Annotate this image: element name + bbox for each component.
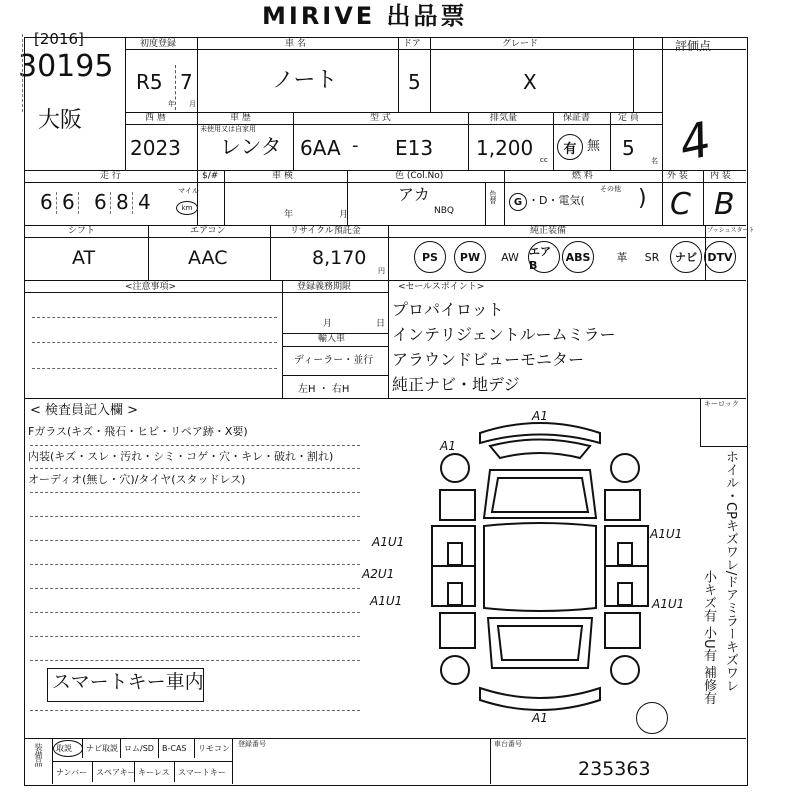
dash-line <box>30 540 360 541</box>
car-name: ノート <box>272 68 338 93</box>
warranty-no: 無 <box>587 139 601 154</box>
rule <box>430 37 431 112</box>
rule <box>388 225 389 398</box>
rule <box>270 225 271 280</box>
side-text-1: ホイル・CPキズワレ/ドアミラーキズワレ <box>722 450 738 693</box>
side-text-2: 小キズ有 小U有 補修有 <box>700 570 716 705</box>
cc-unit: cc <box>540 156 548 164</box>
trunk-circle <box>636 702 668 734</box>
keylock-label: キーロック <box>704 400 739 408</box>
rule <box>504 170 505 225</box>
rule <box>24 398 746 399</box>
accessory-item: ナビ取説 <box>86 744 118 753</box>
reg-era: R5 <box>136 70 163 94</box>
rule <box>703 170 704 225</box>
equipment-label: PW <box>459 250 481 264</box>
label-warranty: 保証書 <box>563 113 591 123</box>
rule <box>232 738 233 784</box>
digit-divider <box>110 192 111 214</box>
mileage-digit: 4 <box>138 190 151 214</box>
label-recycle: リサイクル預託金 <box>290 226 361 236</box>
label-caution: <注意事項> <box>125 282 177 292</box>
fuel-g-circle <box>509 193 527 211</box>
dash-line <box>32 368 277 369</box>
label-interior: 内 装 <box>710 171 731 181</box>
dash-line <box>30 468 360 469</box>
label-sales: <セールスポイント> <box>398 282 485 292</box>
label-reg-no: 登録番号 <box>238 740 266 748</box>
accessory-item: スマートキー <box>178 768 226 777</box>
rule <box>24 225 746 226</box>
equipment-0 <box>414 241 446 273</box>
seats-unit: 名 <box>651 157 658 165</box>
mileage-digit: 6 <box>62 190 75 214</box>
cell-divider <box>174 762 175 782</box>
chassis-number: 235363 <box>578 758 651 780</box>
rule <box>610 112 611 170</box>
dash-line <box>30 492 360 493</box>
sales-points <box>392 297 732 397</box>
fuel-close: ) <box>638 186 647 211</box>
rule <box>490 738 491 784</box>
year-value: 2023 <box>130 136 181 160</box>
digit-divider <box>56 192 57 214</box>
rule <box>282 346 388 347</box>
accessory-item: 取説 <box>56 744 72 753</box>
rule <box>553 112 554 170</box>
label-mileage: 走 行 <box>100 171 121 181</box>
rule <box>224 170 225 225</box>
rule <box>282 375 388 376</box>
fuel-g: G <box>513 196 523 208</box>
mark-left-door-rear: A1U1 <box>370 594 403 608</box>
label-exterior: 外 装 <box>667 171 688 181</box>
digit-divider <box>78 192 79 214</box>
insp-month: 月 <box>339 210 349 220</box>
equipment-7 <box>670 241 702 273</box>
shift-value: AT <box>72 247 96 269</box>
label-fuel: 燃 料 <box>572 171 593 181</box>
dash-line <box>30 445 360 446</box>
equipment-3 <box>528 241 560 273</box>
rule <box>175 65 176 110</box>
mark-right-fender: A1U1 <box>650 527 683 541</box>
deadline-month: 月 <box>323 319 333 329</box>
rule <box>293 112 294 170</box>
cell-divider <box>134 762 135 782</box>
equipment-label: DTV <box>707 250 733 264</box>
inspector-title: < 検査員記入欄 > <box>30 403 139 418</box>
insp-year: 年 <box>284 210 294 220</box>
label-chassis: 車台番号 <box>494 740 522 748</box>
color-code: NBQ <box>434 206 454 216</box>
equipment-label: エアB <box>529 244 551 272</box>
rule <box>125 49 746 50</box>
accessory-item: リモコン <box>198 744 230 753</box>
label-cc: 排気量 <box>490 113 518 123</box>
equipment-label: PS <box>422 250 438 264</box>
warranty-yes: 有 <box>563 141 577 157</box>
label-color-change: 色替 <box>489 190 497 204</box>
rule <box>24 237 746 238</box>
usage-value: レンタ <box>220 135 282 159</box>
equipment-label: SR <box>644 250 660 264</box>
accessory-item: キーレス <box>138 768 170 777</box>
label-equip: 純正装備 <box>530 226 567 236</box>
deadline-day: 日 <box>376 319 386 329</box>
label-shift: シフト <box>68 226 96 236</box>
equipment-4 <box>562 241 594 273</box>
interior-value: B <box>714 187 735 222</box>
rule <box>125 37 126 170</box>
label-grade: グレード <box>502 39 539 49</box>
equipment-label: 革 <box>616 251 628 264</box>
dash-line <box>32 342 277 343</box>
reg-month: 7 <box>180 70 193 94</box>
mark-front: A1 <box>532 409 548 423</box>
equipment-label: ABS <box>565 250 591 264</box>
grade-value: X <box>523 70 537 94</box>
dash-line <box>30 516 360 517</box>
label-import: 輸入車 <box>318 334 346 344</box>
label-sj: $/# <box>202 171 219 181</box>
rule <box>197 170 198 225</box>
cell-divider <box>194 738 195 758</box>
rule <box>282 280 283 398</box>
rule <box>24 738 746 739</box>
sales-point: インテリジェントルームミラー <box>392 325 616 344</box>
rule <box>24 280 746 281</box>
label-car-name: 車 名 <box>285 39 306 49</box>
sales-point: プロパイロット <box>392 300 504 319</box>
rule <box>468 112 469 170</box>
label-push-start: プッシュスタート <box>707 227 755 234</box>
fuel-rest: ・D・電気( <box>528 194 585 207</box>
label-model: 型 式 <box>370 113 391 123</box>
dash-line <box>30 612 360 613</box>
equipment-1 <box>454 241 486 273</box>
doors-value: 5 <box>408 70 421 94</box>
sheet-title: MIRIVE 出品票 <box>262 2 468 30</box>
model-sep: - <box>352 135 359 156</box>
label-color: 色 (Col.No) <box>395 171 444 181</box>
mark-left-door-front: A2U1 <box>362 567 395 581</box>
dealer-option: ディーラー・並行 <box>294 355 374 366</box>
model-prefix: 6AA <box>300 136 341 160</box>
mileage-digit: 6 <box>94 190 107 214</box>
mileage-digits <box>40 186 174 222</box>
mileage-digit: 6 <box>40 190 53 214</box>
label-ac: エアコン <box>190 226 226 236</box>
accessory-item: B-CAS <box>162 744 187 753</box>
dash-line <box>32 317 277 318</box>
accessory-item: ナンバー <box>56 768 88 777</box>
equipment-label: AW <box>501 250 519 264</box>
label-inspection: 車 検 <box>272 171 293 181</box>
label-deadline: 登録義務期限 <box>297 282 352 292</box>
mileage-digit: 8 <box>116 190 129 214</box>
rule <box>24 292 388 293</box>
smart-key-note: スマートキー車内 <box>52 671 204 693</box>
cell-divider <box>120 738 121 758</box>
label-usage: 車 歴 <box>230 113 251 123</box>
dash-line <box>30 636 360 637</box>
label-doors: ドア <box>403 39 421 49</box>
equipment-2 <box>494 241 526 273</box>
rule <box>633 37 634 112</box>
equipment-5 <box>606 241 638 273</box>
model-year: [2016] <box>34 30 84 48</box>
mileage-unit-top: マイル <box>178 187 199 195</box>
cell-divider <box>92 762 93 782</box>
equipment-label: ナビ <box>675 251 697 264</box>
accessory-item: スペアキー <box>96 768 136 777</box>
accessory-items-bottom <box>52 766 232 782</box>
rule <box>398 37 399 112</box>
equipment-list <box>414 241 744 275</box>
cell-divider <box>158 738 159 758</box>
cc-value: 1,200 <box>476 136 534 160</box>
exterior-value: C <box>670 187 691 222</box>
margin-dash-line <box>22 34 23 112</box>
rule <box>24 182 746 183</box>
accessory-items-top <box>52 742 232 758</box>
rule <box>662 37 663 170</box>
inspector-line-3: オーディオ(無し・穴)/タイヤ(スタッドレス) <box>28 473 246 486</box>
dash-line <box>30 564 360 565</box>
fuel-other: その他 <box>600 185 621 193</box>
color-value: アカ <box>398 185 430 204</box>
mark-right-door: A1U1 <box>652 597 685 611</box>
mileage-unit: km <box>181 204 193 212</box>
lot-number: 30195 <box>18 49 114 84</box>
venue: 大阪 <box>38 108 83 133</box>
mark-front-left: A1 <box>440 439 456 453</box>
label-seats: 定 員 <box>618 113 639 123</box>
label-first-reg: 初度登録 <box>140 39 177 49</box>
rule <box>485 182 486 225</box>
recycle-unit: 円 <box>378 267 385 275</box>
rule <box>197 37 198 170</box>
sales-point: 純正ナビ・地デジ <box>392 375 520 394</box>
steering-option: 左H ・ 右H <box>298 384 350 395</box>
equipment-8 <box>704 241 736 273</box>
digit-divider <box>132 192 133 214</box>
label-year: 西 暦 <box>145 113 166 123</box>
label-usage-sub: 未使用又は自家用 <box>200 125 256 133</box>
year-unit: 年 <box>168 100 175 108</box>
car-diagram <box>420 408 660 738</box>
mileage-unit-circle <box>176 201 198 215</box>
inspector-line-1: Fガラス(キズ・飛石・ヒビ・リペア跡・X要) <box>28 425 248 438</box>
rule <box>148 225 149 280</box>
recycle-value: 8,170 <box>312 247 367 269</box>
accessory-item: ロム/SD <box>124 744 154 753</box>
inspector-line-2: 内装(キズ・スレ・汚れ・シミ・コゲ・穴・キレ・破れ・割れ) <box>28 450 334 463</box>
ac-value: AAC <box>188 247 228 269</box>
month-unit: 月 <box>189 100 196 108</box>
label-score: 評価点 <box>675 39 712 53</box>
mark-left-fender: A1U1 <box>372 535 405 549</box>
dash-line <box>30 588 360 589</box>
rule <box>52 761 232 762</box>
score-value: 4 <box>674 111 717 173</box>
rule <box>662 170 663 225</box>
equipment-6 <box>636 241 668 273</box>
label-accessories: 装備品 <box>34 743 43 767</box>
seats-value: 5 <box>622 136 635 160</box>
manual-circle <box>53 740 83 757</box>
dash-line <box>30 660 360 661</box>
dash-line <box>30 710 360 711</box>
warranty-yes-circle <box>557 134 583 160</box>
mark-rear: A1 <box>532 711 548 725</box>
rule <box>24 170 746 171</box>
sales-point: アラウンドビューモニター <box>392 350 585 369</box>
model-value: E13 <box>395 136 434 160</box>
